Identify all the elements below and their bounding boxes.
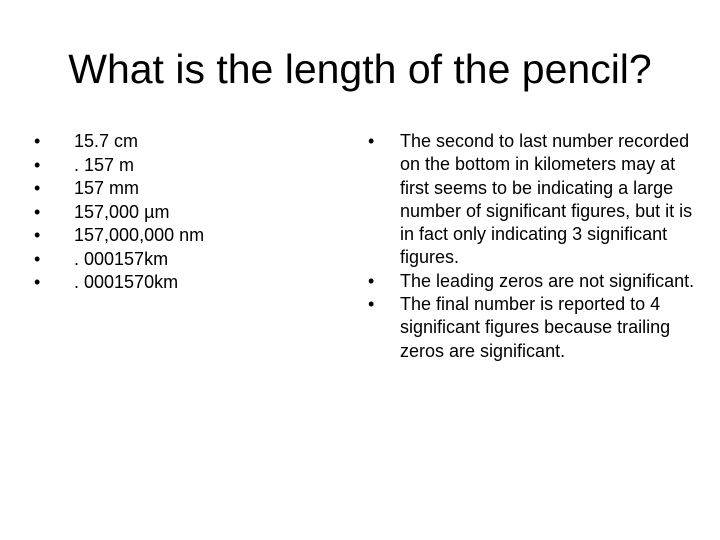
list-item: [34, 177, 344, 201]
bullet-icon: •: [368, 294, 375, 315]
bullet-icon: •: [34, 178, 41, 198]
list-item: [34, 271, 344, 295]
measurement-list: [34, 130, 344, 295]
list-item-text: 15.7 cm: [74, 131, 139, 151]
list-item: [34, 224, 344, 248]
bullet-icon: •: [34, 272, 41, 292]
list-item: [34, 248, 344, 272]
list-item-text: 157,000 µm: [74, 201, 170, 222]
list-item: [34, 130, 344, 154]
list-item-text: . 000157km: [74, 248, 169, 269]
list-item-text: 157,000,000 nm: [74, 225, 205, 245]
bullet-icon: •: [34, 201, 41, 222]
list-item: [368, 130, 698, 270]
list-item-text: . 157 m: [74, 154, 135, 175]
list-item-text: The final number is reported to 4 significant figures because trailing zeros are significant.: [400, 294, 671, 361]
list-item-text: The leading zeros are not significant.: [400, 270, 695, 291]
slide-title: What is the length of the pencil?: [68, 46, 652, 92]
explanation-list: [368, 130, 698, 363]
bullet-icon: •: [34, 154, 41, 175]
list-item-text: . 0001570km: [74, 272, 179, 292]
bullet-icon: •: [368, 270, 375, 291]
list-item-text: 157 mm: [74, 178, 140, 198]
bullet-icon: •: [368, 131, 375, 151]
list-item: [34, 201, 344, 225]
list-item: [368, 270, 698, 293]
list-item: [34, 154, 344, 178]
list-item: [368, 293, 698, 363]
bullet-icon: •: [34, 131, 41, 151]
bullet-icon: •: [34, 225, 41, 245]
list-item-text: The second to last number recorded on the bottom in kilometers may at first seems to be indicating a large number of significant figures, but it is in fact only indicating 3 significant figures.: [400, 131, 693, 268]
bullet-icon: •: [34, 248, 41, 269]
